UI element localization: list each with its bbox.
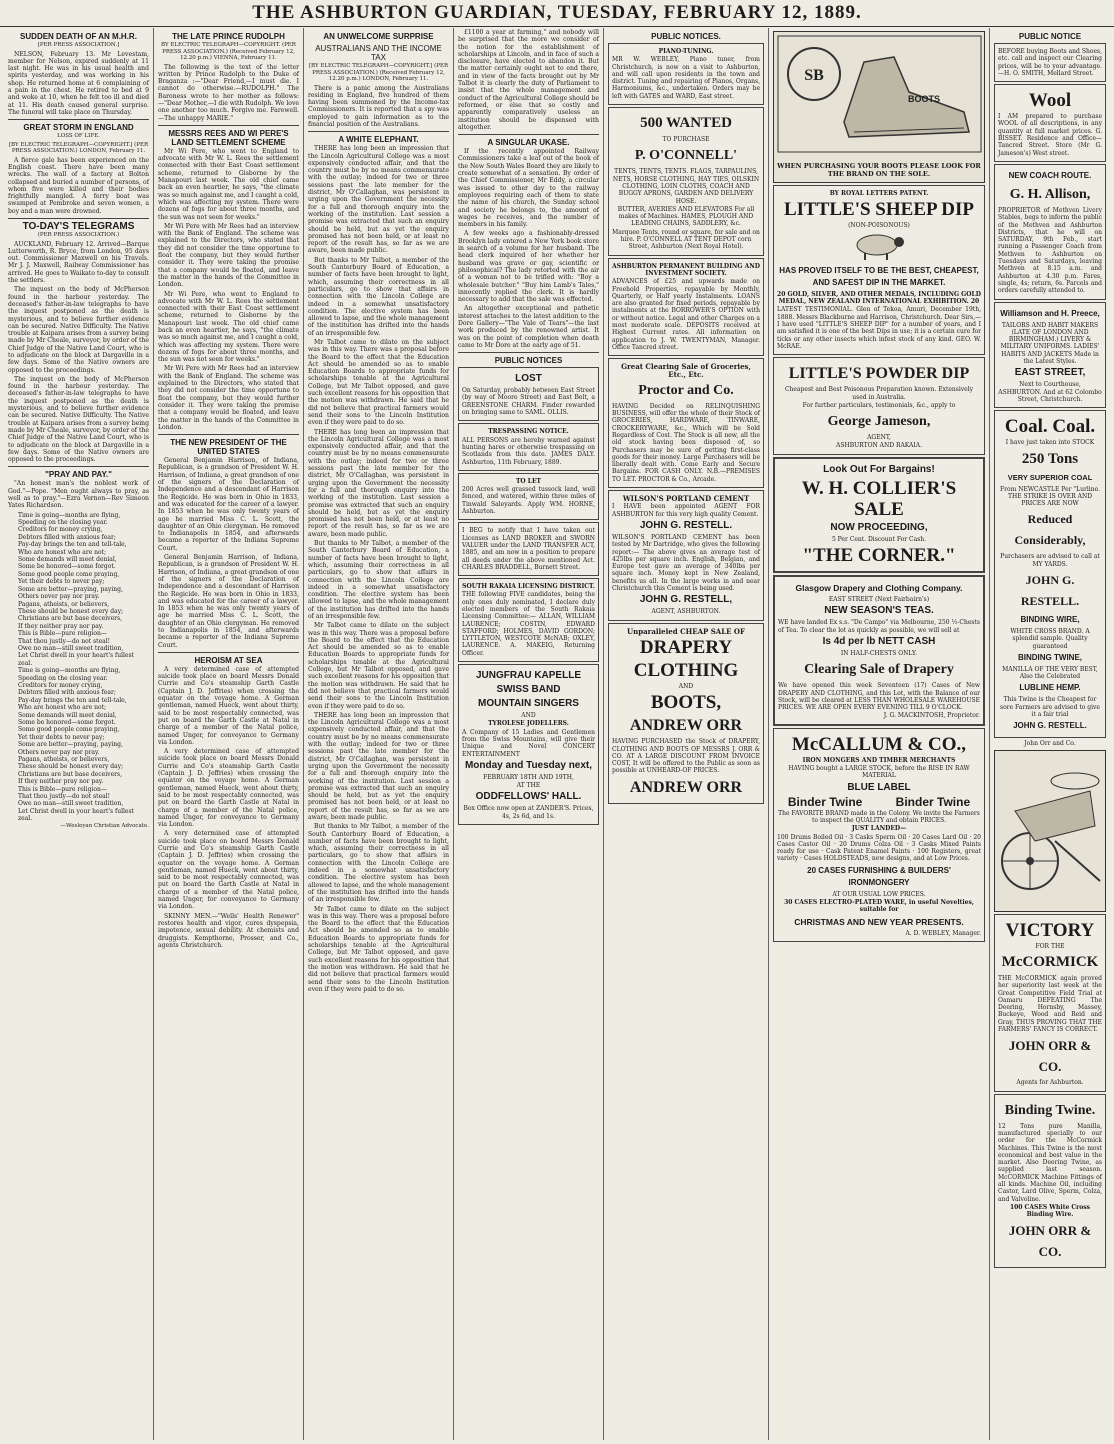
ad-text: HAVING Decided on RELINQUISHING BUSINESS, will offer the whole of their Stock of GROCERIES, HARDWARE, TINWARE, CROCKERYWARE, &c., Which will be Sold Regardless of Cost. The Stock is all new, all the old stock having been disposed of, so Purchasers may be sure of getting first-class goods for their money. Large Purchasers will be liberally dealt with. Come Early and Secure Bargains. FOR CASH ONLY. N.B.—PREMISES TO LET. PROCTOR & Co., Arcade. xyxy=(612,402,760,483)
article-text: But thanks to Mr Talbot, a member of the South Canterbury Board of Education, a number of facts have been brought to light, which, assuming their correctness in all particulars, go to show that affairs in connection with the Lincoln College are indeed in a somewhat unsatisfactory condition. The elective system has been allowed to lapse, and the whole management of the institution has drifted into the hands of an irresponsible few. xyxy=(308,823,449,904)
ad-line: AT THE xyxy=(516,782,541,790)
headline-elephant: A WHITE ELEPHANT. xyxy=(338,135,419,145)
ad-line: AGENT, ASHBURTON. xyxy=(651,608,721,616)
headline-rees: MESSRS REES AND WI PERE'S LAND SETTLEMENT SCHEME xyxy=(168,128,289,147)
poem: Time is going—months are flying, Speeding on the closing year. Creditors for money crying, Debtors filled with anxious fear; Pay-day brings the ten and tell-tale, Who are honest who are not; Some demands will meet denial, Some be honored—some forgot. Some good people come praying, Yet their debts to never pay; Some are better—praying, paying, Others never pay nor pray. Pagans, atheists, or believers, These should be honest every day; Christians are but base deceivers, If they neither pray nor pay. This is Bible—pure religion— That thou justly—do not steal! Owe no man—still sweet tradition, Let Christ dwell in your heart's fullest zeal. xyxy=(18,511,134,667)
headline-ukase: A SINGULAR UKASE. xyxy=(487,138,570,148)
ad-line: ASHBURTON AND RAKAIA. xyxy=(836,442,922,450)
article-text: A fierce gale has been experienced on the English coast. There have been many wrecks. The wall of a factory at Bolton collapsed and buried a number of persons, of whom five were killed and their bodies frightfully mangled. A ferry boat was swamped at Pembroke and seven women, a boy and a man were drowned. xyxy=(8,156,149,215)
reaper-illustration xyxy=(994,750,1106,912)
article-text: But thanks to Mr Talbot, a member of the South Canterbury Board of Education, a number of facts have been brought to light, which, assuming their correctness in all particulars, go to show that affairs in connection with the Lincoln College are indeed in a somewhat unsatisfactory condition. The elective system has been allowed to lapse, and the whole management of the institution has drifted into the hands of an irresponsible few. xyxy=(308,256,449,337)
ad-text: MR W. WEBLEY, Piano tuner, from Christchurch, is now on a visit to Ashburton, and will call upon residents in the town and district. Tuning and repairing of Pianos, Organs, Harmoniums, &c., undertaken. Orders may be left with GATES and WARD, East street. xyxy=(612,56,760,100)
ad-text: BEFORE buying Boots and Shoes, etc. call and inspect our Clearing prices, will be to your advantage.—H. O. SMITH, Mellard Street. xyxy=(998,48,1102,77)
article-text: If the recently appointed Railway Commissioners take a leaf out of the book of the New South Wales Board they are likely to create somewhat of a sensation. By order of the Chief Commissioner, Mr Eddy, a circular was issued to other day to the railway employees requiring each of them to state the name of his church, the Sunday school and society he belongs to, the amount of wages he receives, and the number of members in his family. xyxy=(458,148,599,229)
ad-title: JUNGFRAU KAPELLE xyxy=(475,670,581,682)
ad-line: The FAVORITE BRAND made in the Colony. We invite the Farmers to inspect the QUALITY and obtain PRICES. xyxy=(778,809,980,824)
ad-line: BINDING TWINE, xyxy=(1018,652,1082,662)
ad-coal xyxy=(994,410,1106,738)
headline-heroism: HEROISM AT SEA xyxy=(194,655,263,665)
ad-line: Binder Twine Binder Twine xyxy=(787,794,971,809)
ad-title: Williamson and H. Preece, xyxy=(1000,308,1100,318)
dateline: [BY ELECTRIC TELEGRAPH—COPYRIGHT.] (PER PRESS ASSOCIATION.) (Received February 12, 12.20 p.m.) LONDON, February 11. xyxy=(308,63,449,82)
ad-boots xyxy=(994,43,1106,82)
ad-text: PROPRIETOR of Methven Livery Stables, begs to inform the public of the Methven and Ashburton Districts, that he will on SATURDAY, 9th Feb., start running a Passenger Coach from Methven to Ashburton on Tuesdays and Saturdays, leaving Methven at 8.15 a.m. and Ashburton at 4.30 p.m. Fares, single, 4s; return, 6s. Parcels and orders carefully attended to. xyxy=(998,206,1102,295)
headline-storm: GREAT STORM IN ENGLAND xyxy=(23,123,134,133)
ad-line: Monday and Tuesday next, xyxy=(464,759,593,771)
article-text: General Benjamin Harrison, of Indiana, Republican, is a grandson of President W. H. Harrison, of Indiana, a great grandson of one of the signers of the Declaration of Independence and a descendant of Harrison the Regicide. He was born in Ohio in 1833, and was educated for the career of a lawyer. In 1853 when he was only twenty years of age he married Miss C. L. Scott, the daughter of an Ohio clergyman. He removed to Indianapolis in 1854, and afterwards became a reporter of the Indiana Supreme Court. xyxy=(158,554,299,649)
ad-text: WE have landed Ex s.s. "De Campo" via Melbourne, 250 ½-Chests of Tea. To clear the lot as quickly as possible, we will sell at xyxy=(778,619,980,634)
ad-title: Glasgow Drapery and Clothing Company. xyxy=(795,583,963,594)
ad-line: JOHN G. RESTELL, xyxy=(639,594,733,606)
article-text: A very determined case of attempted suicide took place on board Messrs Donald Currie and Co's steamship Garth Castle (Captain J. D. Jeffries) when crossing the equator on the voyage home. A German gentleman, named Hueck, went about thirty, said to be most respectably connected, was put on board the Garth Castle at Natal in charge of a member of the Natal police, named Unger, for conveyance to Germany via London. xyxy=(158,748,299,829)
article-text: £1100 a year at farming," and nobody will be surprised that the more we consider of the notion for the establishment of scholarships at Lincoln, and in face of such a disclosure, have elected to abandon it. But the matter certainly ought not to end there, and in view of the facts brought out by Mr Talbot it is clearly the duty of Parliament to insist that the whole management and conduct of the Agricultural College should be reformed, or else that so costly and apparently comparatively useless an institution should be dispensed with altogether. xyxy=(458,29,599,131)
ad-title: McCALLUM & CO., xyxy=(791,733,967,755)
article-text: There is a panic among the Australians residing in England, five hundred of them having been summoned by the Income-tax Commissioners. It is reported that a spy was employed to gain information as to the financial position of the Australians. xyxy=(308,84,449,128)
ad-glasgow-drapery xyxy=(773,575,985,726)
dateline: [PER PRESS ASSOCIATION.] xyxy=(37,42,120,48)
ad-line: A. D. WEBLEY, Manager. xyxy=(905,929,981,937)
column-7 xyxy=(990,28,1110,1440)
ad-title: WILSON'S PORTLAND CEMENT xyxy=(622,494,750,504)
ad-line: TO PURCHASE xyxy=(662,136,710,144)
ad-title: PIANO-TUNING. xyxy=(658,48,714,55)
divider xyxy=(158,125,299,126)
ad-line: MANILLA OF THE VERY BEST, Also the Celebrated xyxy=(1002,665,1098,681)
ad-line: VERY SUPERIOR COAL xyxy=(1007,472,1093,482)
ad-title: W. H. COLLIER'S SALE xyxy=(801,477,957,520)
column-2 xyxy=(154,28,304,1440)
ad-line: DRAPERY xyxy=(639,636,733,658)
ad-line: (NON-POISONOUS) xyxy=(848,222,910,230)
ad-text: 12 Tons pure Manilla, manufactured specially to our order for the McCormick Machines. This Twine is the most economical and best value in the market. Also Deering Twine, as supplied last season. McCORMICK Machine Fittings of all kinds. Machine Oil, including Castor, Lard Olive, Sperm, Colza, and Valvoline. xyxy=(998,1122,1102,1203)
ad-line: J. G. MACKINTOSH, Proprietor. xyxy=(883,712,980,720)
ad-line: Proctor and Co. xyxy=(638,382,734,398)
ad-line: FEBRUARY 18TH AND 19TH, xyxy=(483,773,574,781)
ad-collier xyxy=(773,457,985,573)
ad-line: AND xyxy=(521,712,536,720)
ad-mccallum xyxy=(773,728,985,942)
ad-wool xyxy=(994,84,1106,162)
headline-president: THE NEW PRESIDENT OF THE UNITED STATES xyxy=(170,438,287,457)
ad-text: TAILORS AND HABIT MAKERS (LATE OF LONDON AND BIRMINGHAM.) LIVERY & MILITARY UNIFORMS. LADIES' HABITS AND JACKETS Made in the Latest Styles. xyxy=(1000,321,1100,366)
ad-line: Look Out For Bargains! xyxy=(823,463,935,475)
article-text: AUCKLAND, February 12. Arrived—Barque Lutterworth, R. Bryce, from London, 95 days out. Commissioner Maxwell on his Travels. Mr J. J. Maxwell, Railway Commissioner has arrived. He goes to Waikato to-day to consult the settlers. xyxy=(8,240,149,285)
ad-line: BLUE LABEL xyxy=(847,781,911,793)
ad-mccormick xyxy=(994,914,1106,1092)
ad-line: HAVING bought a LARGE STOCK, before the RISE IN RAW MATERIAL xyxy=(788,765,970,780)
ad-line: AND xyxy=(678,682,694,690)
ad-licensing xyxy=(458,578,599,662)
article-text: An altogether exceptional and pathetic interest attaches to the latest addition to the Dore Gallery—"The Vale of Tears"—the last work produced by the renowned artist. It was on the point of completion when death came to Mr Dore at the early age of 51. xyxy=(458,305,599,349)
ad-title: Wool xyxy=(1028,90,1072,112)
ad-line: John Orr and Co. xyxy=(1024,740,1076,748)
article-text: Mr Wi Pere, who went to England to advocate with Mr W. L. Rees the settlement connected with their East Coast settlement scheme, returned to Gisborne by the Manapouri last week. The old chief came back an even heartier, he says, "the climate was so much against me, and I caught a cold, which was affecting my system. There were dozens of fogs for about three months, and the sun was not seen for weeks." xyxy=(158,290,299,364)
ad-line: 20 GOLD, SILVER, AND OTHER MEDALS, INCLUDING GOLD MEDAL, NEW ZEALAND INTERNATIONAL EXHIBITION. 20 xyxy=(777,290,981,306)
ad-binding-twine xyxy=(994,1094,1106,1269)
ad-land-broker xyxy=(458,522,599,576)
ad-building-society xyxy=(608,258,764,357)
ad-line: EAST STREET (Next Fairbairn's) xyxy=(828,596,930,604)
ad-title: ASHBURTON PERMANENT BUILDING AND INVESTMENT SOCIETY. xyxy=(612,262,760,277)
divider xyxy=(8,119,149,120)
ad-to-let xyxy=(458,473,599,520)
headline-pray: "PRAY AND PAY." xyxy=(45,470,112,480)
ad-line: 30 CASES ELECTRO-PLATED WARE, in useful Novelties, suitable for xyxy=(784,898,974,914)
ad-text: A Company of 15 Ladies and Gentlemen from the Swiss Mountains, will give their Unique and Novel CONCERT ENTERTAINMENT xyxy=(462,728,595,758)
ad-line: JOHN G. RESTELL. xyxy=(639,519,733,531)
ad-title: LOST xyxy=(515,373,542,385)
ad-line: George Jameson, xyxy=(827,414,931,430)
article-text: The inquest on the body of McPherson found in the harbour yesterday. The deceased's father-in-law telegraphs to have the inquest postponed as the death is mysterious, and to believe further evidence can be secured. Native Difficulty. The Native trouble at Kaipara arises from a survey being made by Mr Cheale, surveyor, by order of the Chief Judge of the Native Land Court, who is to adjudicate on the block at Dargaville in a few days. Some of the Native owners are opposed to the proceedings. xyxy=(8,375,149,464)
ad-proctor xyxy=(608,358,764,488)
ad-line: Cheapest and Best Poisonous Preparation known. Extensively used in Australia. xyxy=(784,386,974,401)
dateline: [BY ELECTRIC TELEGRAPH—COPYRIGHT.] (PER PRESS ASSOCIATION.) LONDON, February 11. xyxy=(8,141,149,155)
divider xyxy=(458,352,599,353)
brand-word: BOOTS xyxy=(907,94,941,104)
column-1 xyxy=(4,28,154,1440)
ad-text: I HAVE been appointed AGENT FOR ASHBURTON for this very high quality Cement. xyxy=(612,503,760,518)
ad-line: EAST STREET, xyxy=(1014,367,1086,379)
ad-line: HAS PROVED ITSELF TO BE THE BEST, CHEAPEST, AND SAFEST DIP IN THE MARKET. xyxy=(779,265,979,287)
article-text: Mr Talbot came to dilate on the subject was in this way. There was a proposal before the Board to the effect that the Education Act should be amended so as to enable Education Boards to appropriate funds for scholarships tenable at the Agricultural College, but Mr Talbot opposed, and gave such excellent reasons for his opposition that the motion was withdrawn. He said that he did not believe that practical farmers would send their sons to the Lincoln Institution even if they were paid to do so. xyxy=(308,905,449,993)
ad-text: Next to Courthouse, ASHBURTON. And at 62 Colombo Street, Christchurch. xyxy=(998,381,1102,403)
ad-line: Box Office now open at ZANDER'S. Prices, 4s, 2s 6d, and 1s. xyxy=(463,805,594,820)
section-title: PUBLIC NOTICE xyxy=(1018,32,1082,41)
ad-line: ANDREW ORR xyxy=(629,717,743,735)
ad-oconnell xyxy=(608,107,764,256)
ad-text: LATEST TESTIMONIAL. Glen of Tekoa, Amuri, December 19th, 1888. Messrs Blackburne and Harrison, Christchurch. Dear Sirs,—I have used "LITTLE'S SHEEP DIP" for a number of years, and I am satisfied it is one of the best Dips in use; it is a certain cure for ticks or any other insects which infest stock of any kind. GEO. W. McRAE. xyxy=(777,306,981,350)
ad-text: THE McCORMICK again proved her superiority last week at the Great Competitive Field Trial at Oamaru DEFEATING The Deering, Hornsby, Massey, Buckeye, Wood and Reid and Gray, THUS PROVING THAT THE FARMERS' FANCY IS CORRECT. xyxy=(998,974,1102,1034)
ad-line: CLOTHING xyxy=(633,659,739,681)
sheep-icon xyxy=(849,231,909,261)
ad-line: 100 CASES White Cross Binding Wire. xyxy=(1009,1203,1091,1219)
ad-text: 100 Drums Boiled Oil · 3 Casks Sperm Oil · 20 Cases Lard Oil · 20 Cases Castor Oil · 20 Drums Colza Oil · 3 Casks Mixed Paints ready for use · Cask Patent Enamel Paints · 100 Registers, great variety · Cases HOLDSTEADS, new designs, and at Low Prices. xyxy=(777,833,981,863)
ad-text: THE following FIVE candidates, being the only ones duly nominated, I declare duly elected members of the South Rakaia Licensing Committee:— ALLAN, WILLIAM LAURENCE; COSTIN, EDWARD STAFFORD; HOLMES, DAVID GORDON; LYTTLETON, WESTCOTE McNAB; OXLEY, LAURENCE. A. MAKEIG, Returning Officer. xyxy=(462,591,595,657)
ad-title: Coal. Coal. xyxy=(1004,416,1096,438)
ad-text: On Saturday, probably between East Street (by way of Moore Street) and East Belt, a GREENSTONE CHARM. Finder rewarded on bringing same to SAML. OLLIS. xyxy=(462,387,595,417)
reaper-machine-icon xyxy=(995,751,1105,911)
ad-line: For further particulars, testimonials, &c., apply to xyxy=(802,401,956,409)
ad-line: TYROLESE JODELLERS. xyxy=(488,720,569,728)
ad-andrew-orr xyxy=(608,623,764,804)
ad-line: LUBLINE HEMP. xyxy=(1019,683,1081,693)
article-text: Mr Talbot came to dilate on the subject was in this way. There was a proposal before the Board to the effect that the Education Act should be amended so as to enable Education Boards to appropriate funds for scholarships tenable at the Agricultural College, but Mr Talbot opposed, and gave such excellent reasons for his opposition that the motion was withdrawn. He said that he did not believe that practical farmers would send their sons to the Lincoln Institution even if they were paid to do so. xyxy=(308,339,449,427)
divider xyxy=(458,134,599,135)
dateline: (PER PRESS ASSOCIATION.) xyxy=(37,232,120,239)
ad-text: BUTTER, AVERIES AND ELEVATORS For all makes of Machines. HAMES, PLOUGH AND LEADING CHAINS, SADDLERY, &c. xyxy=(617,205,755,228)
article-text: A few weeks ago a fashionably-dressed Brooklyn lady entered a New York book store in search of a volume for her husband. The head clerk inquired of her whether her husband was grave or gay, scientific or philosophical? The lady retorted with the air of a woman not to be trifled with: "Boy a wholesale butcher." "Buy him Lamb's Tales," innocently replied the clerk. It is hardly necessary to add that the sale was effected. xyxy=(458,230,599,304)
ad-line: BY ROYAL LETTERS PATENT. xyxy=(829,190,929,197)
column-4 xyxy=(454,28,604,1440)
ad-text: I AM prepared to purchase WOOL of all descriptions, in any quantity at full market prices. G. BISSET. Residence and Office—Tancred Street. Store (Mr G. Jameson's) West street. xyxy=(998,113,1102,157)
dateline: BY ELECTRIC TELEGRAPH—COPYRIGHT. (PER PRESS ASSOCIATION.) (Received February 12, 12.20 p.m.) VIENNA, February 11. xyxy=(161,42,296,61)
subheadline: AUSTRALIANS AND THE INCOME TAX xyxy=(315,44,442,62)
boot-caption: WHEN PURCHASING YOUR BOOTS PLEASE LOOK FOR THE BRAND ON THE SOLE. xyxy=(777,162,981,178)
ad-tailors xyxy=(994,302,1106,409)
section-title: PUBLIC NOTICES xyxy=(494,356,563,366)
article-text: THERE has long been an impression that the Lincoln Agricultural College was a most expensively conducted affair, and that the country must be by no means commensurate with the outlay; indeed for two or three sessions past the late member for the district, Mr O'Callaghan, was persistent in urging upon the Government the necessity for a full and thorough enquiry into the working of the institution. Last session a promise was extracted that such an enquiry should be held, but as yet the enquiry promised has not been held, or at least no report of the result has, so far as we are aware, been made public. xyxy=(308,428,449,538)
ad-line: JUST LANDED— xyxy=(851,825,907,833)
signature: —Wesleyan Christian Advocate. xyxy=(60,822,149,829)
article-text: THERE has long been an impression that the Lincoln Agricultural College was a most expensively conducted affair, and that the country must be by no means commensurate with the outlay; indeed for two or three sessions past the late member for the district, Mr O'Callaghan, was persistent in urging upon the Government the necessity for a full and thorough enquiry into the working of the institution. Last session a promise was extracted that such an enquiry should be held, but as yet the enquiry promised has not been held, or at least no report of the result has, so far as we are aware, been made public. xyxy=(308,711,449,821)
boot-advertisement xyxy=(773,31,985,183)
ad-text: ALL PERSONS are hereby warned against hunting hares or otherwise trespassing on Scotlands from this date. JAMES DALY. Ashburton, 11th February, 1889. xyxy=(462,436,595,466)
article-text: The inquest on the body of McPherson found in the harbour yesterday. The deceased's father-in-law telegraphs to have the inquest postponed as the death is mysterious, and to believe further evidence can be secured. Native Difficulty. The Native trouble at Kaipara arises from a survey being made by Mr Cheale, surveyor, by order of the Chief Judge of the Native Land Court, who is to adjudicate on the block at Dargaville in a few days. Some of the Native owners are opposed to the proceedings. xyxy=(8,286,149,374)
ad-line: SWISS BAND xyxy=(496,684,561,696)
ad-line: Reduced Considerably, xyxy=(1014,512,1086,548)
poem: Time is going—months are flying, Speeding on the closing year. Creditors for money crying, Debtors filled with anxious fear; Pay-day brings the ten and tell-tale, Who are honest who are not; Some demands will meet denial, Some be honored—some forgot. Some good people come praying, Yet their debts to never pay; Some are better—praying, paying, Others never pay nor pray. Pagans, atheists, or believers, These should be honest every day; Christians are but base deceivers, If they neither pray nor pay. This is Bible—pure religion— That thou justly—do not steal! Owe no man—still sweet tradition, Let Christ dwell in your heart's fullest zeal. xyxy=(18,667,134,823)
columns xyxy=(4,28,1110,1440)
ad-text: I BEG to notify that I have taken out Licenses as LAND BROKER and SWORN VALUER under the LAND TRANSFER ACT, 1885, and am now in a position to prepare all deeds under the above mentioned Act. CHARLES BRADDELL, Burnett Street. xyxy=(462,527,595,571)
ad-line: Clearing Sale of Drapery xyxy=(804,662,954,678)
ad-piano-tuning xyxy=(608,43,764,105)
article-text: General Benjamin Harrison, of Indiana, Republican, is a grandson of President W. H. Harrison, of Indiana, a great grandson of one of the signers of the Declaration of Independence and a descendant of Harrison the Regicide. He was born in Ohio in 1833, and was educated for the career of a lawyer. In 1853 when he was only twenty years of age he married Miss C. L. Scott, the daughter of an Ohio clergyman. He removed to Indianapolis in 1854, and afterwards became a reporter of the Indiana Supreme Court. xyxy=(158,457,299,552)
ad-line: MOUNTAIN SINGERS xyxy=(478,698,579,710)
article-text: The following is the text of the letter written by Prince Rudolph to the Duke of Braganza :—"Dear Friend,—I must die. I cannot do otherwise.—RUDOLPH." The Baroness wrote to her mother as follows:—"Dear Mother,—I die with Rudolph. We love one another too much. Forgive me. Farewell.—The unhappy MARIE." xyxy=(158,63,299,122)
ad-line: 20 CASES FURNISHING & BUILDERS' IRONMONGERY xyxy=(807,865,951,887)
article-text: But thanks to Mr Talbot, a member of the South Canterbury Board of Education, a number of facts have been brought to light, which, assuming their correctness in all particulars, go to show that affairs in connection with the Lincoln College are indeed in a somewhat unsatisfactory condition. The elective system has been allowed to lapse, and the whole management of the institution has drifted into the hands of an irresponsible few. xyxy=(308,540,449,620)
ad-line: IN HALF-CHESTS ONLY. xyxy=(840,649,918,657)
article-text: A very determined case of attempted suicide took place on board Messrs Donald Currie and Co's steamship Garth Castle (Captain J. D. Jeffries) when crossing the equator on the voyage home. A German gentleman, named Hueck, went about thirty, said to be most respectably connected, was put on board the Garth Castle at Natal in charge of a member of the Natal police, named Unger, for conveyance to Germany via London. xyxy=(158,665,299,746)
column-5 xyxy=(604,28,769,1440)
ad-line: CHRISTMAS AND NEW YEAR PRESENTS. xyxy=(794,916,964,927)
ad-line: 5 Per Cent. Discount For Cash. xyxy=(831,535,927,543)
ad-text: WILSON'S PORTLAND CEMENT has been tested by Mr Dartridge, who gives the following report:— The above gives an average test of 425lbs per square inch. English, Belgian, and Europe test gave an average of 340lbs per square inch. Money kept in New Zealand, benefits us all. In the large works in and near Christchurch this Cement is being used. xyxy=(612,533,760,593)
ad-line: G. H. Allison, xyxy=(1009,186,1091,202)
ad-swiss-band xyxy=(458,664,599,825)
ad-line: P. O'CONNELL' xyxy=(634,148,738,164)
ad-line: JOHN G. RESTELL. xyxy=(1013,721,1087,731)
ad-line: Is 4d per lb NETT CASH xyxy=(822,635,936,647)
ad-title: Binding Twine. xyxy=(1004,1102,1096,1118)
ad-line: "THE CORNER." xyxy=(802,545,956,567)
headline-death: SUDDEN DEATH OF AN M.H.R. xyxy=(20,32,137,41)
ad-title: 500 WANTED xyxy=(640,115,732,132)
ad-lost xyxy=(458,367,599,421)
ad-line: JOHN G. RESTELL. xyxy=(1020,572,1080,608)
ad-line: From NEWCASTLE Per "Lurline. THE STRIKE IS OVER AND PRICES ARE NOW xyxy=(999,485,1101,508)
ad-line: NOW PROCEEDING, xyxy=(830,521,928,533)
headline-telegrams: TO-DAY'S TELEGRAMS xyxy=(22,221,135,233)
article-text: Mr Wi Pere with Mr Rees had an interview with the Bank of England. The scheme was explained to the Directors, who stated that they did not consider the time opportune to float the company, but they would further consider it. They were taking the promise that a company would be floated, and leave the matter in the hands of the Committee in London. xyxy=(158,365,299,431)
article-text: NELSON, February 13. Mr Levestam, member for Nelson, expired suddenly at 11 last night. He was in his usual health and spirits yesterday, and was working in his shop. He returned home at 6 complaining of a pain in the chest. He retired to bed at 9 and woke at 10, when he felt too ill and died at 11. His death caused general surprise. The funeral will take place on Thursday. xyxy=(8,50,149,116)
ad-line: Purchasers are advised to call at MY YARDS. xyxy=(1000,553,1100,568)
ad-title: TRESPASSING NOTICE. xyxy=(488,428,569,436)
ad-line: NEW SEASON'S TEAS. xyxy=(824,605,934,617)
ad-text: We have opened this week Seventeen (17) Cases of New DRAPERY AND CLOTHING, and this Lot, with the Balance of our Stock, will be cleared at LESS THAN WHOLESALE WAREHOUSE PRICES. WE ARE OPEN EVERY EVENING TILL 9 O'CLOCK. xyxy=(778,682,980,712)
ad-line: IRON MONGERS AND TIMBER MERCHANTS xyxy=(802,756,956,764)
divider xyxy=(308,131,449,132)
divider xyxy=(158,434,299,435)
ad-title: SOUTH RAKAIA LICENSING DISTRICT. xyxy=(462,583,595,591)
ad-powder-dip xyxy=(773,357,985,454)
ad-line: This Twine is the Cheapest for sore Farmers are advised to give it a fair trial xyxy=(1000,696,1100,719)
ad-title: LITTLE'S POWDER DIP xyxy=(788,365,970,383)
article-text: Mr Wi Pere with Mr Rees had an interview with the Bank of England. The scheme was explained to the Directors, who stated that they did not consider the time opportune to float the company, but they would further consider it. They were taking the promise that a company would be floated, and leave the matter in the hands of the Committee in London. xyxy=(158,222,299,289)
subheadline: LOSS OF LIFE. xyxy=(57,133,100,140)
ad-line: JOHN ORR & CO. xyxy=(1008,1223,1092,1260)
boot-illustration-icon xyxy=(774,32,985,182)
ad-text: TENTS, TENTS, TENTS. FLAGS, TARPAULINS, NETS, HORSE CLOTHING, HAY TIES, OILSKIN CLOTHING, LOIN CLOTHS, COACH AND BUGGY APRONS, GARDEN AND DELIVERY HOSE. xyxy=(612,168,760,205)
brand-initials: SB xyxy=(804,67,824,84)
ad-text: ADVANCES of £25 and upwards made on Freehold Properties, repayable by Monthly, Quarterly, or Half yearly Instalments. LOANS are also granted for fixed periods, repayable by instalments at the BORROWER'S OPTION with or without notice. Legal and other Charges on a most moderate scale. DEPOSITS received at Highest Current rates. All information on application to J. W. TWENTYMAN, Manager. Office Tancred street. xyxy=(612,278,760,351)
ad-sheep-dip xyxy=(773,185,985,355)
masthead: THE ASHBURTON GUARDIAN, TUESDAY, FEBRUARY 12, 1889. xyxy=(0,0,1114,27)
ad-line: BOOTS, xyxy=(650,692,722,714)
divider xyxy=(8,218,149,219)
ad-line: McCORMICK xyxy=(1001,953,1099,970)
ad-line: ANDREW ORR xyxy=(629,778,743,796)
ad-text: HAVING PURCHASED the Stock of DRAPERY, CLOTHING AND BOOTS OF MESSRS J. ORR & CO. AT A LARGE DISCOUNT FROM INVOICE COST, It will be offered to the Public as soon as possible at UNHEARD-OF PRICES. xyxy=(612,738,760,775)
ad-title: VICTORY xyxy=(1005,919,1095,941)
headline-surprise: AN UNWELCOME SURPRISE xyxy=(323,32,434,41)
ad-title: LITTLE'S SHEEP DIP xyxy=(783,199,975,221)
ad-text: 200 Acres well grassed tussock land, well fenced, and watered, within three miles of Tinwald Saleyards. Apply WM. HORNE, Ashburton. xyxy=(462,486,595,516)
ad-line: BINDING WIRE, xyxy=(1020,614,1080,624)
article-text: Mr Wi Pere, who went to England to advocate with Mr W. L. Rees the settlement connected with their East Coast settlement scheme, returned to Gisborne by the Manapouri last week. The old chief came back an even heartier, he says, "the climate was so much against me, and I caught a cold, which was affecting my system. There were dozens of fogs for about three months, and the sun was not seen for weeks." xyxy=(158,147,299,221)
article-text: THERE has long been an impression that the Lincoln Agricultural College was a most expensively conducted affair, and that the country must be by no means commensurate with the outlay; indeed for two or three sessions past the late member for the district, Mr O'Callaghan, was persistent in urging upon the Government the necessity for a full and thorough enquiry into the working of the institution. Last session a promise was extracted that such an enquiry should be held, but as yet the enquiry promised has not been held, or at least no report of the result has, so far as we are aware, been made public. xyxy=(308,145,449,255)
ad-line: ODDFELLOWS' HALL. xyxy=(475,791,582,803)
article-text: "An honest man's the noblest work of God."—Pope. "Men ought always to pray, as well as to pray."—Ezra Vernon—Rev Simeon Yates Richardson. xyxy=(8,480,149,510)
ad-line: WHITE CROSS BRAND. A splendid sample. Quality guaranteed xyxy=(1010,627,1090,650)
divider xyxy=(158,652,299,653)
ad-line: I have just taken into STOCK xyxy=(1005,439,1095,447)
ad-title: Great Clearing Sale of Groceries, Etc., Etc. xyxy=(621,362,751,379)
article-text: A very determined case of attempted suicide took place on board Messrs Donald Currie and Co's steamship Garth Castle (Captain J. D. Jeffries) when crossing the equator on the voyage home. A German gentleman, named Hueck, went about thirty, said to be most respectably connected, was put on board the Garth Castle at Natal in charge of a member of the Natal police, named Unger, for conveyance to Germany via London. xyxy=(158,830,299,911)
column-6 xyxy=(769,28,990,1440)
section-title: PUBLIC NOTICES. xyxy=(651,32,721,41)
ad-title: NEW COACH ROUTE. xyxy=(1008,170,1092,180)
divider xyxy=(8,466,149,467)
ad-title: TO LET xyxy=(515,477,542,485)
ad-line: JOHN ORR & CO. xyxy=(1008,1038,1092,1075)
advertisement-text: SKINNY MEN.—"Wells' Health Renewer" restores health and vigor, cures dyspepsia, impotence, sexual debility. At chemists and druggists. Kempthorne, Prosser, and Co., agents Christchurch. xyxy=(158,912,299,949)
ad-line: AT OUR USUAL LOW PRICES. xyxy=(832,890,926,898)
ad-line: 250 Tons xyxy=(1021,450,1079,467)
article-text: Mr Talbot came to dilate on the subject was in this way. There was a proposal before the Board to the effect that the Education Act should be amended so as to enable Education Boards to appropriate funds for scholarships tenable at the Agricultural College, but Mr Talbot opposed, and gave such excellent reasons for his opposition that the motion was withdrawn. He said that he did not believe that practical farmers would send their sons to the Lincoln Institution even if they were paid to do so. xyxy=(308,622,449,710)
ad-text: Marquee Tents, round or square, for sale and on hire. P. O'CONNELL AT TENT DEPOT corn Street, Ashburton (Next Royal Hotel). xyxy=(612,228,760,251)
ad-title: Unparalleled CHEAP SALE OF xyxy=(627,626,745,636)
ad-coach xyxy=(994,164,1106,300)
ad-line: AGENT, xyxy=(867,434,891,442)
ad-line: FOR THE xyxy=(1035,942,1065,950)
ad-line: Agents for Ashburton. xyxy=(1016,1079,1084,1087)
ad-cement xyxy=(608,490,764,621)
column-3 xyxy=(304,28,454,1440)
ad-trespass xyxy=(458,423,599,470)
headline-rudolph: THE LATE PRINCE RUDOLPH xyxy=(172,32,285,41)
